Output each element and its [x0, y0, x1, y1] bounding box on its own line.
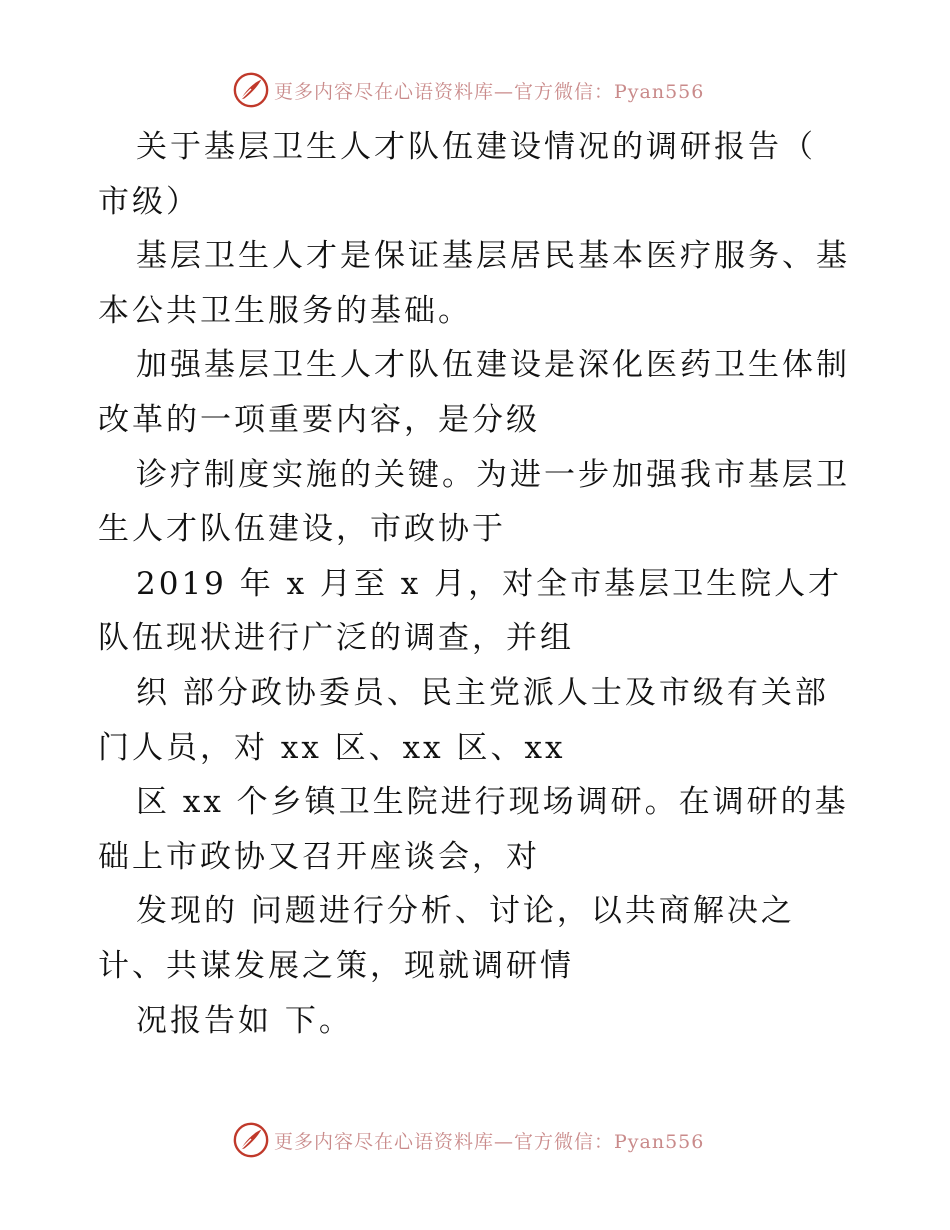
paragraph-line: 本公共卫生服务的基础。 — [98, 292, 472, 329]
document-title-line-2: 市级） — [98, 183, 200, 220]
document-body — [98, 120, 858, 1048]
footer-banner — [232, 1120, 704, 1160]
paragraph-line: 队伍现状进行广泛的调查，并组 — [98, 620, 574, 657]
paragraph-line: 础上市政协又召开座谈会，对 — [98, 838, 540, 875]
paragraph-line: 况报告如 下。 — [136, 1002, 353, 1039]
paragraph-line: 发现的 问题进行分析、讨论，以共商解决之 — [136, 893, 795, 930]
paragraph-line: 诊疗制度实施的关键。为进一步加强我市基层卫 — [136, 456, 850, 493]
feather-pen-logo-icon — [232, 71, 270, 109]
header-banner-text: 更多内容尽在心语资料库—官方微信：Pyan556 — [274, 80, 705, 103]
paragraph-line: 加强基层卫生人才队伍建设是深化医药卫生体制 — [136, 347, 850, 384]
paragraph-line: 织 部分政协委员、民主党派人士及市级有关部 — [136, 674, 829, 711]
header-banner — [232, 70, 704, 110]
document-title-line-1: 关于基层卫生人才队伍建设情况的调研报告（ — [136, 129, 816, 165]
footer-banner-text: 更多内容尽在心语资料库—官方微信：Pyan556 — [274, 1130, 705, 1153]
paragraph-line: 2019 年 x 月至 x 月，对全市基层卫生院人才 — [136, 565, 843, 602]
paragraph-line: 基层卫生人才是保证基层居民基本医疗服务、基 — [136, 238, 850, 275]
paragraph-line: 门人员，对 xx 区、xx 区、xx — [98, 729, 566, 766]
paragraph-line: 生人才队伍建设，市政协于 — [98, 511, 506, 548]
paragraph-line: 改革的一项重要内容，是分级 — [98, 401, 540, 438]
feather-pen-logo-icon — [232, 1121, 270, 1159]
paragraph-line: 区 xx 个乡镇卫生院进行现场调研。在调研的基 — [136, 784, 849, 821]
paragraph-line: 计、共谋发展之策，现就调研情 — [98, 947, 574, 984]
